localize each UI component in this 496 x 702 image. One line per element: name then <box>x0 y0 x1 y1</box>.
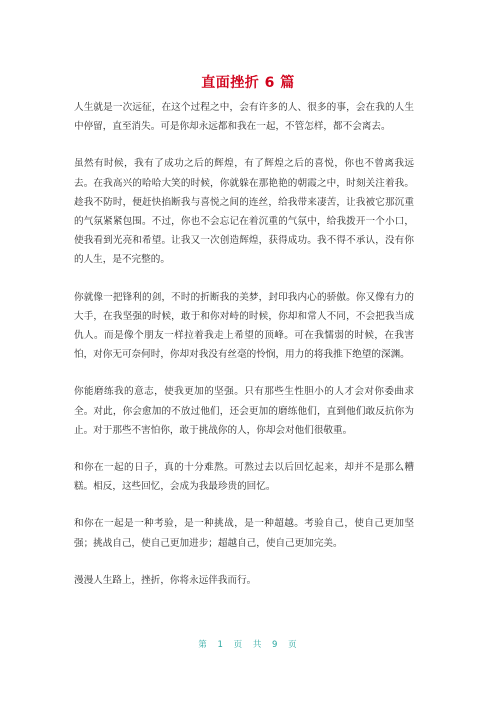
footer-label-suffix: 页 <box>288 640 298 650</box>
paragraph-7: 漫漫人生路上，挫折，你将永远伴我而行。 <box>74 574 257 586</box>
paragraph-4: 你能磨练我的意志，使我更加的坚强。只有那些生性胆小的人才会对你委曲求全。对此，你会愈加的不放过他们，还会更加的磨练他们，直到他们敢反抗你为止。对于那些不害怕你，敢于挑战你的人，你却会对他们很敬重。 <box>74 386 414 436</box>
footer-label-prefix: 第 <box>198 640 208 650</box>
paragraph-1: 人生就是一次远征，在这个过程之中，会有许多的人、很多的事，会在我的人生中停留，直至消失。可是你却永远都和我在一起，不管怎样，都不会离去。 <box>74 102 414 133</box>
paragraph-2: 虽然有时候，我有了成功之后的辉煌，有了辉煌之后的喜悦，你也不曾离我远去。在我高兴的哈哈大笑的时候，你就躲在那艳艳的朝霞之中，时刻关注着我。趁我不防时，便赶快掐断我与喜悦之间的连丝，给我带来凄苦，让我被它那沉重的气氛紧紧包围。不过，你也不会忘记在着沉重的气氛中，给我拨开一个小口，使我看到光亮和希望。让我又一次创造辉煌，获得成功。我不得不承认，没有你的人生，是不完整的。 <box>74 158 414 266</box>
paragraph-6: 和你在一起是一种考验，是一种挑战，是一种超越。考验自己，使自己更加坚强；挑战自己，使自己更加进步；超越自己，使自己更加完美。 <box>74 518 414 549</box>
paragraph-5: 和你在一起的日子，真的十分难熬。可熬过去以后回忆起来，却并不是那么糟糕。相反，这些回忆，会成为我最珍贵的回忆。 <box>74 462 414 493</box>
footer-total-pages: 9 <box>272 640 279 650</box>
footer-page-number: 1 <box>217 640 224 650</box>
document-body <box>74 98 414 608</box>
document-title: 直面挫折 6 篇 <box>201 75 295 91</box>
page-footer <box>0 638 496 650</box>
footer-label-middle: 页 共 <box>233 640 263 650</box>
paragraph-3: 你就像一把锋利的剑，不时的折断我的美梦，封印我内心的骄傲。你又像有力的大手，在我坚强的时候，敢于和你对峙的时候，你却和常人不同，不会把我当成仇人。而是像个朋友一样拉着我走上希望的顶峰。可在我懦弱的时候，在我害怕，对你无可奈何时，你却对我没有丝毫的怜悯，用力的将我推下绝望的深渊。 <box>74 291 414 361</box>
